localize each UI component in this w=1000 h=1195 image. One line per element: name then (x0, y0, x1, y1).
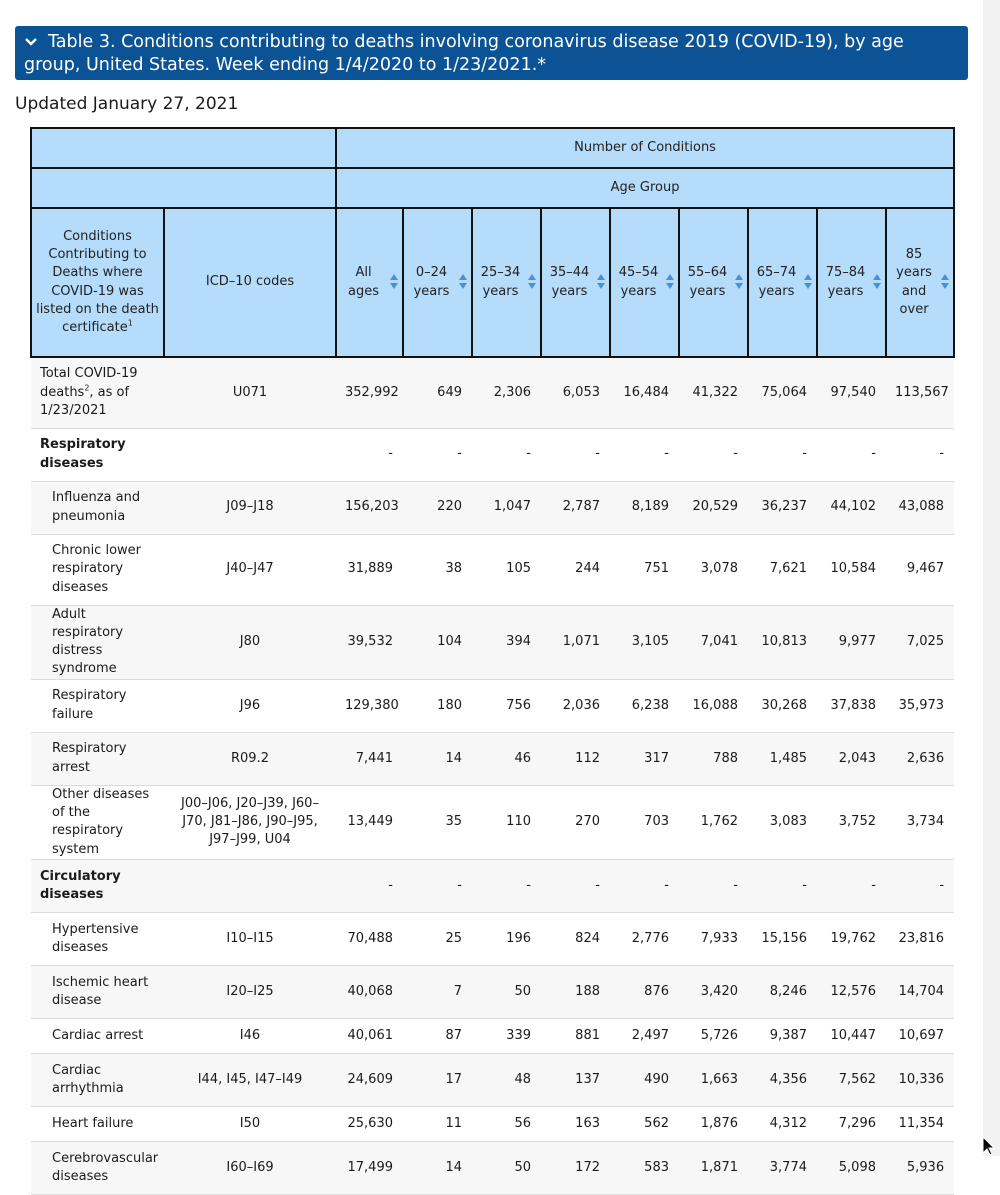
value-cell: - (610, 859, 679, 912)
condition-cell: Cardiac arrhythmia (31, 1053, 164, 1106)
icd-code-cell (164, 428, 336, 481)
value-cell: 105 (472, 534, 541, 605)
value-cell: 2,497 (610, 1018, 679, 1053)
value-cell: 3,734 (886, 785, 954, 859)
value-cell: 8,189 (610, 481, 679, 534)
value-cell: 12,576 (817, 965, 886, 1018)
value-cell: 8,246 (748, 965, 817, 1018)
sort-icon[interactable] (459, 274, 467, 292)
value-cell: 10,813 (748, 605, 817, 679)
table-row (31, 481, 954, 534)
page-scrollbar[interactable] (983, 0, 1000, 1156)
value-cell: 7,025 (886, 605, 954, 679)
value-cell: - (679, 859, 748, 912)
value-cell: - (886, 859, 954, 912)
value-cell: 7,296 (817, 1106, 886, 1141)
sort-icon[interactable] (666, 274, 674, 292)
value-cell: 7 (403, 965, 472, 1018)
value-cell: 17 (403, 1053, 472, 1106)
table-accordion-header[interactable] (15, 26, 968, 80)
value-cell: 490 (610, 1053, 679, 1106)
value-cell: 16,088 (679, 679, 748, 732)
value-cell: 24,609 (336, 1053, 403, 1106)
value-cell: 129,380 (336, 679, 403, 732)
condition-cell: Heart failure (31, 1106, 164, 1141)
chevron-down-icon (24, 31, 48, 54)
icd-code-cell: J40–J47 (164, 534, 336, 605)
value-cell: 3,105 (610, 605, 679, 679)
value-cell: 163 (541, 1106, 610, 1141)
value-cell: 788 (679, 732, 748, 785)
value-cell: 703 (610, 785, 679, 859)
value-cell: 876 (610, 965, 679, 1018)
table-row (31, 1106, 954, 1141)
value-cell: 39,532 (336, 605, 403, 679)
value-cell: 50 (472, 1141, 541, 1194)
value-cell: - (541, 428, 610, 481)
column-header-label: 0–24 years (413, 265, 450, 299)
value-cell: 2,776 (610, 912, 679, 965)
value-cell: 2,306 (472, 357, 541, 428)
icd-code-cell: U071 (164, 357, 336, 428)
value-cell: 172 (541, 1141, 610, 1194)
table-row (31, 357, 954, 428)
value-cell: 583 (610, 1141, 679, 1194)
value-cell: 104 (403, 605, 472, 679)
value-cell: 13,449 (336, 785, 403, 859)
value-cell: - (336, 859, 403, 912)
icd-code-cell (164, 859, 336, 912)
value-cell: 137 (541, 1053, 610, 1106)
table-row (31, 965, 954, 1018)
conditions-table (30, 127, 955, 1195)
value-cell: 10,336 (886, 1053, 954, 1106)
condition-cell: Respiratory diseases (31, 428, 164, 481)
value-cell: 11,354 (886, 1106, 954, 1141)
value-cell: 40,061 (336, 1018, 403, 1053)
column-header-age-0[interactable] (336, 208, 403, 357)
column-header-label: 45–54 years (618, 265, 659, 299)
value-cell: 881 (541, 1018, 610, 1053)
condition-cell: Other diseases of the respiratory system (31, 785, 164, 859)
value-cell: 25 (403, 912, 472, 965)
value-cell: 3,420 (679, 965, 748, 1018)
value-cell: - (472, 428, 541, 481)
value-cell: 4,356 (748, 1053, 817, 1106)
value-cell: 14 (403, 1141, 472, 1194)
value-cell: 188 (541, 965, 610, 1018)
condition-cell: Influenza and pneumonia (31, 481, 164, 534)
condition-cell: Respiratory arrest (31, 732, 164, 785)
condition-cell: Cerebrovascular diseases (31, 1141, 164, 1194)
value-cell: 3,078 (679, 534, 748, 605)
value-cell: 43,088 (886, 481, 954, 534)
value-cell: - (748, 859, 817, 912)
icd-code-cell: I44, I45, I47–I49 (164, 1053, 336, 1106)
value-cell: 50 (472, 965, 541, 1018)
icd-code-cell: J09–J18 (164, 481, 336, 534)
value-cell: 5,726 (679, 1018, 748, 1053)
value-cell: 14,704 (886, 965, 954, 1018)
table-row (31, 605, 954, 679)
sort-icon[interactable] (597, 274, 605, 292)
sort-icon[interactable] (528, 274, 536, 292)
value-cell: 48 (472, 1053, 541, 1106)
value-cell: 87 (403, 1018, 472, 1053)
condition-cell: Respiratory failure (31, 679, 164, 732)
value-cell: 756 (472, 679, 541, 732)
value-cell: 2,787 (541, 481, 610, 534)
condition-cell: Ischemic heart disease (31, 965, 164, 1018)
value-cell: 110 (472, 785, 541, 859)
table-row (31, 785, 954, 859)
value-cell: 5,936 (886, 1141, 954, 1194)
value-cell: 3,752 (817, 785, 886, 859)
value-cell: - (679, 428, 748, 481)
column-header-label: 35–44 years (549, 265, 590, 299)
condition-cell: Total COVID-19 deaths$^2$, as of 1/23/2021 (31, 357, 164, 428)
value-cell: 5,098 (817, 1141, 886, 1194)
icd-code-cell: I46 (164, 1018, 336, 1053)
icd-code-cell: I60–I69 (164, 1141, 336, 1194)
header-empty-cell (31, 168, 336, 208)
value-cell: 38 (403, 534, 472, 605)
value-cell: 9,977 (817, 605, 886, 679)
value-cell: - (472, 859, 541, 912)
column-header-age-5[interactable] (679, 208, 748, 357)
value-cell: 30,268 (748, 679, 817, 732)
table-row (31, 428, 954, 481)
value-cell: - (817, 428, 886, 481)
value-cell: 70,488 (336, 912, 403, 965)
value-cell: 2,043 (817, 732, 886, 785)
icd-code-cell: I10–I15 (164, 912, 336, 965)
value-cell: 7,621 (748, 534, 817, 605)
icd-code-cell: R09.2 (164, 732, 336, 785)
value-cell: 41,322 (679, 357, 748, 428)
value-cell: 10,697 (886, 1018, 954, 1053)
value-cell: 3,083 (748, 785, 817, 859)
condition-cell: Hypertensive diseases (31, 912, 164, 965)
value-cell: 9,467 (886, 534, 954, 605)
value-cell: 15,156 (748, 912, 817, 965)
value-cell: 75,064 (748, 357, 817, 428)
value-cell: 196 (472, 912, 541, 965)
value-cell: 1,071 (541, 605, 610, 679)
value-cell: 1,876 (679, 1106, 748, 1141)
icd-code-cell: J80 (164, 605, 336, 679)
condition-cell: Cardiac arrest (31, 1018, 164, 1053)
value-cell: - (886, 428, 954, 481)
value-cell: 7,562 (817, 1053, 886, 1106)
value-cell: 270 (541, 785, 610, 859)
column-header-age-8[interactable] (886, 208, 954, 357)
column-header-conditions: Conditions Contributing to Deaths where COVID-19 was listed on the death certificate$^1$ (31, 208, 164, 357)
condition-cell: Adult respiratory distress syndrome (31, 605, 164, 679)
value-cell: 11 (403, 1106, 472, 1141)
value-cell: - (541, 859, 610, 912)
sort-icon[interactable] (873, 274, 881, 292)
value-cell: 112 (541, 732, 610, 785)
value-cell: 56 (472, 1106, 541, 1141)
value-cell: 14 (403, 732, 472, 785)
value-cell: 40,068 (336, 965, 403, 1018)
column-header-label: 65–74 years (756, 265, 797, 299)
sort-icon[interactable] (390, 274, 398, 292)
value-cell: 156,203 (336, 481, 403, 534)
value-cell: 7,441 (336, 732, 403, 785)
sort-icon[interactable] (804, 274, 812, 292)
value-cell: 36,237 (748, 481, 817, 534)
value-cell: 6,238 (610, 679, 679, 732)
value-cell: 339 (472, 1018, 541, 1053)
value-cell: 1,047 (472, 481, 541, 534)
value-cell: 35 (403, 785, 472, 859)
value-cell: 9,387 (748, 1018, 817, 1053)
value-cell: 25,630 (336, 1106, 403, 1141)
value-cell: 10,447 (817, 1018, 886, 1053)
value-cell: 1,485 (748, 732, 817, 785)
value-cell: 1,762 (679, 785, 748, 859)
header-empty-cell (31, 128, 336, 168)
value-cell: 31,889 (336, 534, 403, 605)
value-cell: 180 (403, 679, 472, 732)
column-header-age-2[interactable] (472, 208, 541, 357)
column-header-label: 55–64 years (687, 265, 728, 299)
table-row (31, 912, 954, 965)
value-cell: - (817, 859, 886, 912)
column-header-label: 75–84 years (825, 265, 866, 299)
table-row (31, 679, 954, 732)
value-cell: 6,053 (541, 357, 610, 428)
table-title: Table 3. Conditions contributing to deaths involving coronavirus disease 2019 (COVID-19), by age group, United States. Week ending 1/4/2020 to 1/23/2021.* (24, 32, 904, 75)
value-cell: 1,871 (679, 1141, 748, 1194)
column-header-age-3[interactable] (541, 208, 610, 357)
value-cell: 35,973 (886, 679, 954, 732)
table-row (31, 534, 954, 605)
column-header-label: 25–34 years (480, 265, 521, 299)
value-cell: 16,484 (610, 357, 679, 428)
table-row (31, 1018, 954, 1053)
table-row (31, 732, 954, 785)
value-cell: 2,036 (541, 679, 610, 732)
value-cell: 824 (541, 912, 610, 965)
value-cell: 3,774 (748, 1141, 817, 1194)
value-cell: 17,499 (336, 1141, 403, 1194)
value-cell: 751 (610, 534, 679, 605)
value-cell: 23,816 (886, 912, 954, 965)
value-cell: 37,838 (817, 679, 886, 732)
header-age-group: Age Group (336, 168, 954, 208)
column-header-age-4[interactable] (610, 208, 679, 357)
column-header-age-1[interactable] (403, 208, 472, 357)
value-cell: - (336, 428, 403, 481)
value-cell: 394 (472, 605, 541, 679)
value-cell: 562 (610, 1106, 679, 1141)
value-cell: 46 (472, 732, 541, 785)
value-cell: 220 (403, 481, 472, 534)
column-header-age-6[interactable] (748, 208, 817, 357)
value-cell: 20,529 (679, 481, 748, 534)
value-cell: 352,992 (336, 357, 403, 428)
updated-date: Updated January 27, 2021 (15, 94, 239, 114)
value-cell: 2,636 (886, 732, 954, 785)
column-header-age-7[interactable] (817, 208, 886, 357)
header-number-of-conditions: Number of Conditions (336, 128, 954, 168)
table-row (31, 1141, 954, 1194)
icd-code-cell: J96 (164, 679, 336, 732)
value-cell: 317 (610, 732, 679, 785)
value-cell: 244 (541, 534, 610, 605)
column-header-label: 85 years and over (896, 246, 932, 317)
value-cell: - (403, 859, 472, 912)
icd-code-cell: I50 (164, 1106, 336, 1141)
value-cell: 113,567 (886, 357, 954, 428)
value-cell: - (748, 428, 817, 481)
condition-cell: Chronic lower respiratory diseases (31, 534, 164, 605)
mouse-pointer-icon (982, 1136, 996, 1160)
value-cell: 44,102 (817, 481, 886, 534)
value-cell: 19,762 (817, 912, 886, 965)
column-header-icd-codes: ICD–10 codes (164, 208, 336, 357)
sort-icon[interactable] (735, 274, 743, 292)
value-cell: - (610, 428, 679, 481)
table-row (31, 1053, 954, 1106)
value-cell: 649 (403, 357, 472, 428)
value-cell: - (403, 428, 472, 481)
value-cell: 10,584 (817, 534, 886, 605)
value-cell: 7,041 (679, 605, 748, 679)
condition-cell: Circulatory diseases (31, 859, 164, 912)
sort-icon[interactable] (941, 274, 949, 292)
icd-code-cell: J00–J06, J20–J39, J60–J70, J81–J86, J90–J95, J97–J99, U04 (164, 785, 336, 859)
table-row (31, 859, 954, 912)
value-cell: 1,663 (679, 1053, 748, 1106)
value-cell: 7,933 (679, 912, 748, 965)
icd-code-cell: I20–I25 (164, 965, 336, 1018)
value-cell: 4,312 (748, 1106, 817, 1141)
column-header-label: All ages (348, 265, 379, 299)
value-cell: 97,540 (817, 357, 886, 428)
